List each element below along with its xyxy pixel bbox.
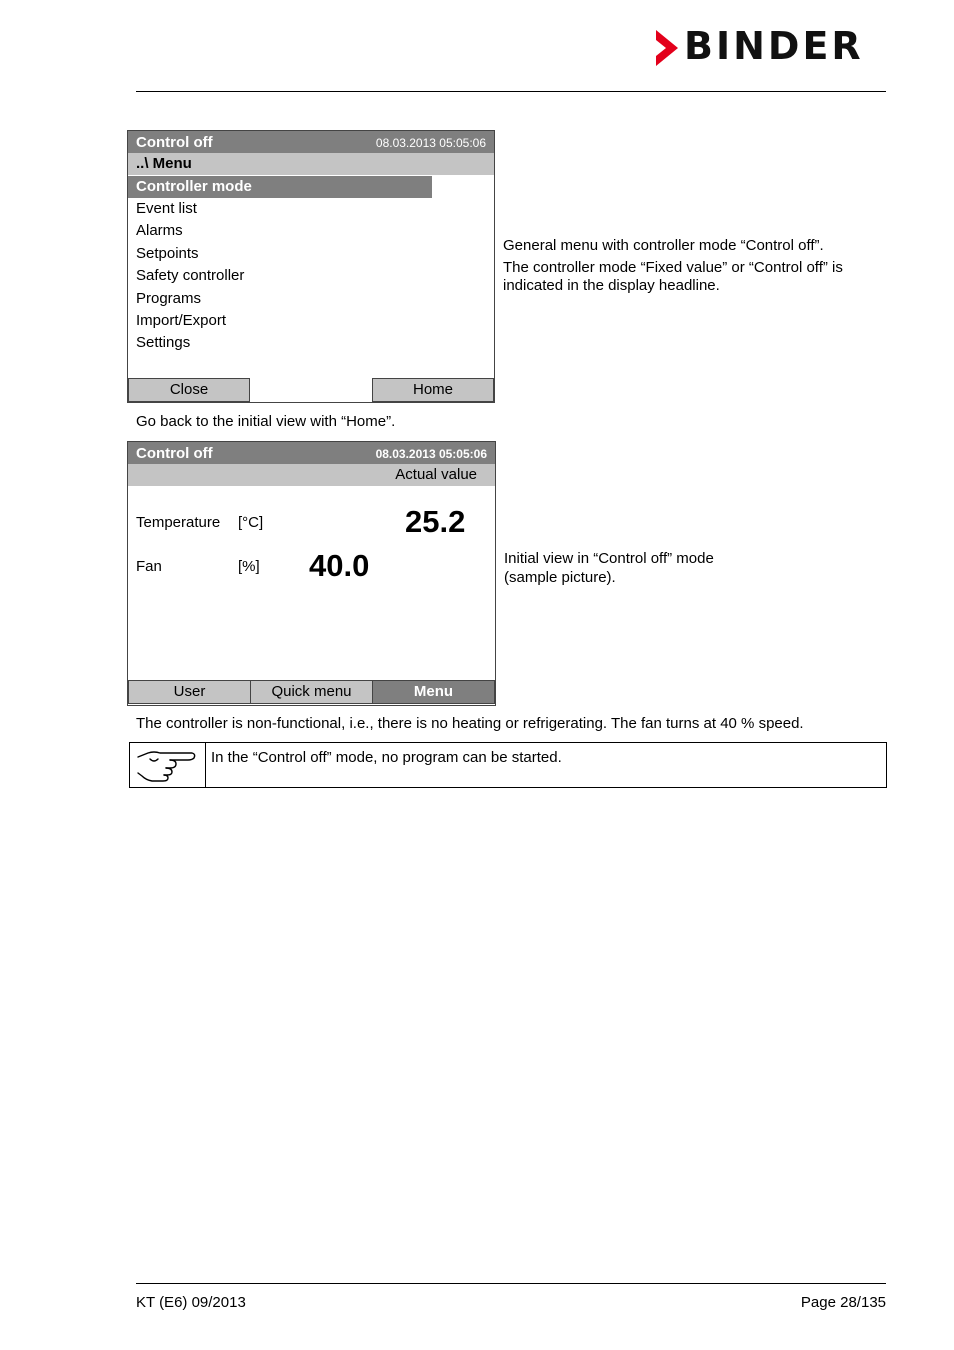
menu-display-panel	[127, 130, 495, 403]
menu-item-alarms[interactable]: Alarms	[136, 222, 183, 239]
temperature-unit: [°C]	[238, 514, 264, 531]
home-button[interactable]: Home	[372, 378, 494, 402]
footer-rule	[136, 1283, 886, 1284]
breadcrumb-bar	[128, 153, 494, 175]
user-button[interactable]: User	[128, 680, 251, 704]
pointing-hand-icon	[136, 749, 198, 783]
tip-box	[129, 742, 887, 788]
quick-menu-button[interactable]: Quick menu	[250, 680, 373, 704]
menu-item-programs[interactable]: Programs	[136, 290, 202, 307]
temperature-value: 25.2	[405, 504, 466, 539]
tip-divider	[205, 743, 206, 787]
fan-label: Fan	[136, 558, 162, 575]
footer-page-number: Page 28/135	[800, 1294, 886, 1311]
brand-name: BINDER	[684, 24, 864, 68]
temperature-label: Temperature	[136, 514, 221, 531]
actual-value-label: Actual value	[395, 466, 477, 483]
menu-item-controller-mode[interactable]: Controller mode	[128, 176, 432, 198]
menu-item-settings[interactable]: Settings	[136, 334, 191, 351]
actual-value-bar	[128, 464, 495, 486]
caption-non-functional: The controller is non-functional, i.e., there is no heating or refrigerating. The fan turns at 40 % speed.	[136, 715, 804, 732]
menu-item-safety-controller[interactable]: Safety controller	[136, 267, 245, 284]
header-rule	[136, 91, 886, 92]
fan-value: 40.0	[309, 548, 370, 583]
footer-doc-id: KT (E6) 09/2013	[136, 1294, 246, 1311]
close-button[interactable]: Close	[128, 378, 250, 402]
menu-button[interactable]: Menu	[372, 680, 495, 704]
caption-home: Go back to the initial view with “Home”.	[136, 413, 396, 430]
side-note-2-line2: (sample picture).	[504, 569, 616, 586]
binder-logo-icon	[654, 30, 680, 66]
menu-item-setpoints[interactable]: Setpoints	[136, 245, 199, 262]
display-header-2	[128, 442, 495, 464]
controller-mode-title: Control off	[136, 134, 213, 151]
side-note-1-line2: The controller mode “Fixed value” or “Control off” is indicated in the display headline.	[503, 259, 843, 294]
tip-text: In the “Control off” mode, no program can be started.	[211, 749, 562, 766]
datetime-2: 08.03.2013 05:05:06	[375, 447, 487, 461]
datetime: 08.03.2013 05:05:06	[375, 136, 486, 150]
breadcrumb: ..\ Menu	[136, 155, 192, 172]
side-note-2-line1: Initial view in “Control off” mode	[504, 550, 714, 567]
menu-item-event-list[interactable]: Event list	[136, 200, 197, 217]
controller-mode-title-2: Control off	[136, 445, 213, 462]
display-header	[128, 131, 494, 153]
side-note-1-line1: General menu with controller mode “Control off”.	[503, 237, 824, 254]
menu-item-import-export[interactable]: Import/Export	[136, 312, 227, 329]
fan-unit: [%]	[238, 558, 260, 575]
initial-view-panel	[127, 441, 496, 706]
